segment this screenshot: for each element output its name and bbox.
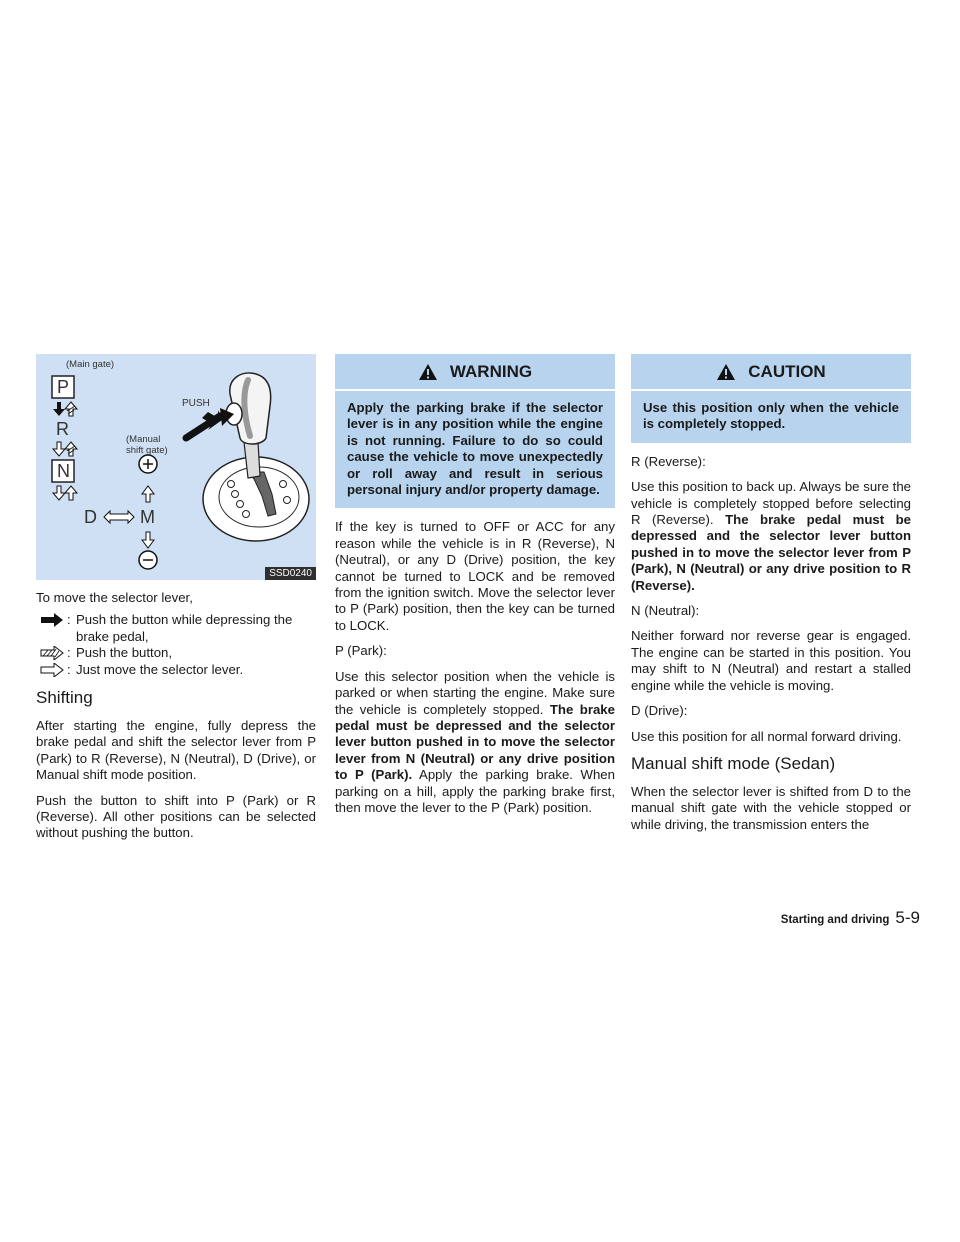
page-number: 5-9 bbox=[895, 908, 920, 927]
gear-n-label: N bbox=[57, 461, 70, 481]
legend-item-hatched: : Push the button, bbox=[36, 645, 316, 661]
park-bold: The brake pedal must be depressed and the selector lever button pushed in to move the selector lever from N (Neutral) or any drive position to P (Park). bbox=[335, 701, 615, 783]
hatched-arrow-icon bbox=[40, 646, 64, 660]
legend-item3: Just move the selector lever. bbox=[76, 661, 244, 677]
park-tail: Apply the parking brake. When parking on a hill, apply the parking brake first, then move the lever to the P (Park) position. bbox=[335, 767, 615, 815]
warning-body: Apply the parking brake if the selector lever is in any position while the engine is not running. Failure to do so could cause the vehicle to move unexpectedly or roll away and result in serious personal injury and/or property damage. bbox=[335, 391, 615, 508]
legend-item2: Push the button, bbox=[76, 645, 173, 661]
legend-item-filled: : Push the button while depressing the brake pedal, bbox=[36, 612, 316, 645]
plate-hole bbox=[228, 481, 235, 488]
manual-gate-label-line2: shift gate) bbox=[126, 445, 168, 456]
shifting-para1: After starting the engine, fully depress the brake pedal and shift the selector lever from P (Park) to R (Reverse), N (Neutral), D (Drive), or Manual shift mode position. bbox=[36, 718, 316, 783]
warning-header bbox=[335, 354, 615, 389]
plate-hole bbox=[237, 501, 244, 508]
manual-heading: Manual shift mode (Sedan) bbox=[631, 753, 836, 773]
caution-body: Use this position only when the vehicle is completely stopped. bbox=[631, 391, 911, 443]
plate-hole bbox=[243, 511, 250, 518]
gear-r-label: R bbox=[56, 419, 69, 439]
column-left bbox=[36, 354, 316, 851]
neutral-para: Neither forward nor reverse gear is engaged. The engine can be started in this position. You may shift to N (Neutral) and restart a stalled engine while the vehicle is moving. bbox=[631, 628, 911, 693]
hatched-up-arrow-icon bbox=[65, 402, 77, 416]
warning-title: WARNING bbox=[449, 361, 533, 381]
drive-para: Use this position for all normal forward driving. bbox=[631, 728, 902, 744]
outline-down-arrow-icon bbox=[142, 532, 154, 548]
push-arrow-shaft bbox=[186, 416, 220, 438]
outline-arrow-icon bbox=[40, 663, 64, 677]
outline-up-arrow-icon bbox=[142, 486, 154, 502]
page-footer bbox=[631, 908, 920, 928]
manual-gate-label-line1: (Manual bbox=[126, 434, 161, 445]
double-arrow-icon bbox=[104, 511, 134, 523]
hatched-up-arrow-icon bbox=[65, 442, 77, 456]
park-text: Use this selector position when the vehicle is parked or when starting the engine. Make sure the vehicle is completely stopped. bbox=[335, 668, 615, 717]
caution-title: CAUTION bbox=[748, 361, 826, 381]
warning-icon bbox=[418, 363, 438, 381]
gear-m-label: M bbox=[140, 507, 155, 527]
park-heading: P (Park): bbox=[335, 643, 387, 659]
park-para bbox=[335, 669, 615, 817]
legend-item1-line1: Push the button while depressing the bbox=[76, 612, 293, 628]
drive-heading: D (Drive): bbox=[631, 703, 688, 719]
manual-gate-label bbox=[126, 434, 168, 456]
shift-gate-illustration bbox=[36, 354, 316, 580]
push-label: PUSH bbox=[182, 398, 210, 409]
outline-down-arrow-icon bbox=[53, 442, 65, 456]
main-gate-label: (Main gate) bbox=[66, 359, 115, 370]
legend-item-outline: : Just move the selector lever. bbox=[36, 662, 316, 678]
reverse-heading: R (Reverse): bbox=[631, 453, 706, 469]
plate-hole bbox=[284, 497, 291, 504]
key-para: If the key is turned to OFF or ACC for any reason while the vehicle is in R (Reverse), N (Neutral), or any D (Drive) position, the key cannot be turned to LOCK and be removed from the ignition switch. Move the selector lever to P (Park) position, then the key can be turned to LOCK. bbox=[335, 519, 615, 633]
filled-arrow-icon bbox=[40, 613, 64, 627]
filled-down-arrow-icon bbox=[53, 402, 65, 416]
manual-para: When the selector lever is shifted from D to the manual shift gate with the vehicle stopped or while driving, the transmission enters the bbox=[631, 783, 911, 832]
plate-hole bbox=[232, 491, 239, 498]
reverse-bold: The brake pedal must be depressed and the selector lever button pushed in to move the selector lever from P (Park), N (Neutral) or any drive position to R (Reverse). bbox=[631, 512, 912, 593]
legend-item1-line2: brake pedal, bbox=[76, 628, 149, 644]
gear-p-label: P bbox=[57, 377, 70, 397]
reverse-para bbox=[631, 479, 911, 594]
outline-up-arrow-icon bbox=[65, 486, 77, 500]
reverse-text: Use this position to back up. Always be sure the vehicle is completely stopped before selecting R (Reverse). bbox=[631, 479, 911, 528]
column-right bbox=[631, 354, 911, 842]
shifting-para2: Push the button to shift into P (Park) or R (Reverse). All other positions can be selected without pushing the button. bbox=[36, 792, 316, 841]
figure-code: SSD0240 bbox=[265, 567, 316, 580]
column-middle bbox=[335, 354, 615, 825]
outline-down-arrow-icon bbox=[53, 486, 65, 500]
footer-section: Starting and driving bbox=[780, 914, 890, 926]
gear-d-label: D bbox=[84, 507, 97, 527]
legend-intro: To move the selector lever, bbox=[36, 590, 193, 605]
shift-gate-figure bbox=[36, 354, 316, 580]
caution-header bbox=[631, 354, 911, 389]
neutral-heading: N (Neutral): bbox=[631, 603, 700, 619]
plate-hole bbox=[280, 481, 287, 488]
shifting-heading: Shifting bbox=[36, 688, 93, 708]
caution-icon bbox=[716, 363, 736, 381]
